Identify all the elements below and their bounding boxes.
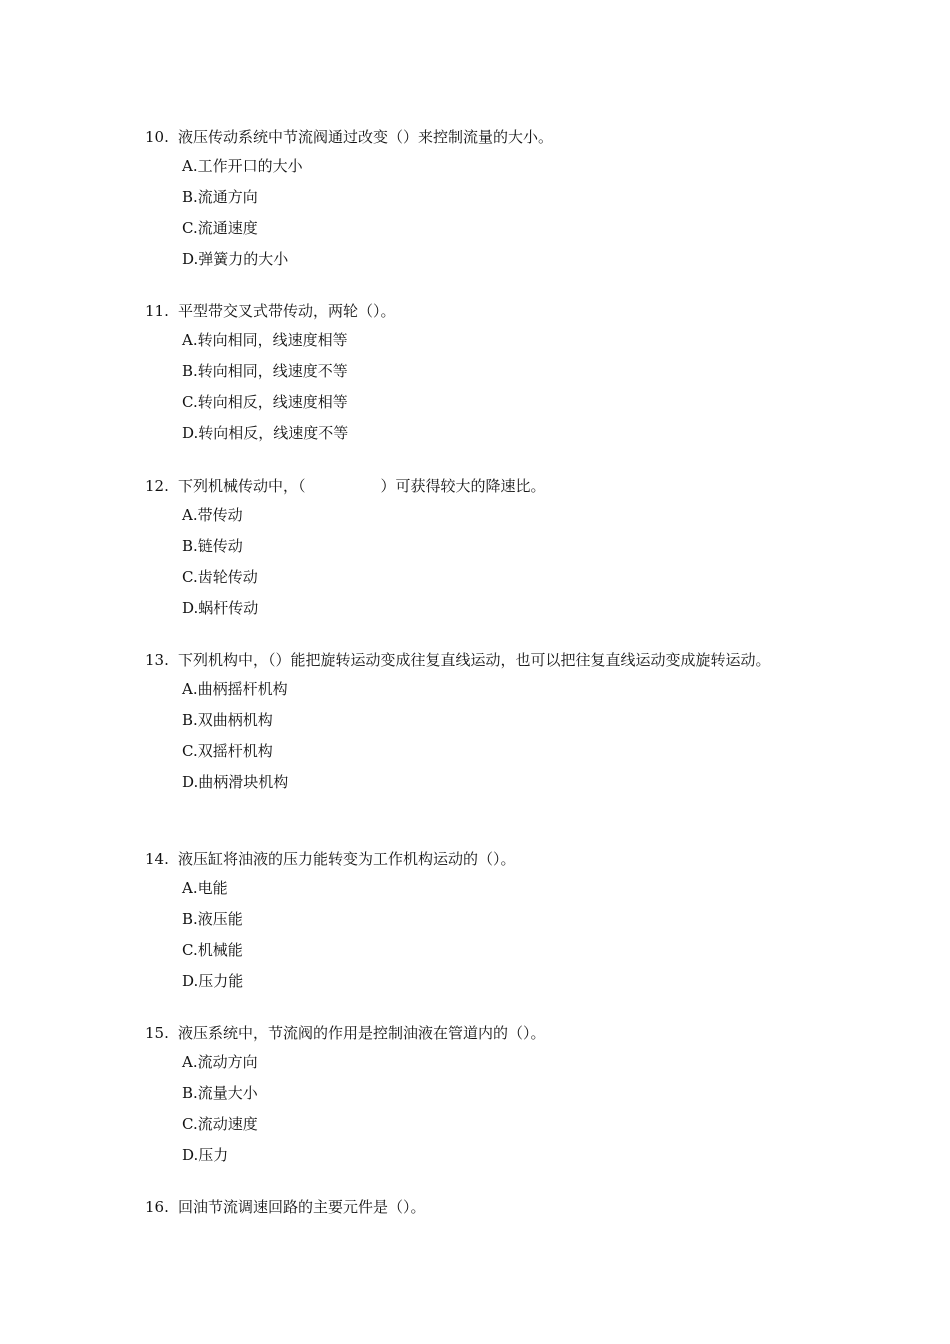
- question-number: 13.: [145, 651, 169, 669]
- question-14: [145, 846, 825, 1001]
- question-number: 14.: [145, 850, 169, 868]
- question-16: [145, 1194, 825, 1220]
- option-d: D.弹簧力的大小: [182, 250, 289, 268]
- option-a: A.曲柄摇杆机构: [182, 680, 288, 698]
- option-d: D.压力能: [182, 972, 244, 990]
- option-a: A.工作开口的大小: [182, 157, 303, 175]
- option-a: A.电能: [182, 879, 228, 897]
- question-stem: 回油节流调速回路的主要元件是（）。: [178, 1198, 426, 1216]
- option-a: A.带传动: [182, 506, 243, 524]
- question-number: 11.: [145, 302, 169, 320]
- option-d: D.蜗杆传动: [182, 599, 259, 617]
- question-stem: 下列机构中，（）能把旋转运动变成往复直线运动，也可以把往复直线运动变成旋转运动。: [178, 651, 771, 669]
- option-b: B.转向相同，线速度不等: [182, 362, 348, 380]
- question-number: 15.: [145, 1024, 169, 1042]
- question-10: [145, 124, 825, 279]
- option-list: [145, 329, 825, 453]
- question-stem: 液压传动系统中节流阀通过改变（）来控制流量的大小。: [178, 128, 554, 146]
- question-stem: 液压缸将油液的压力能转变为工作机构运动的（）。: [178, 850, 516, 868]
- question-15: [145, 1020, 825, 1175]
- option-list: [145, 678, 825, 802]
- question-number: 12.: [145, 477, 169, 495]
- option-c: C.齿轮传动: [182, 568, 258, 586]
- option-b: B.液压能: [182, 910, 243, 928]
- question-stem: 平型带交叉式带传动，两轮（）。: [178, 302, 396, 320]
- question-12: [145, 473, 825, 628]
- option-list: [145, 504, 825, 628]
- question-11: [145, 298, 825, 453]
- option-c: C.流动速度: [182, 1115, 258, 1133]
- option-list: [145, 1051, 825, 1175]
- option-d: D.压力: [182, 1146, 229, 1164]
- question-13: [145, 647, 825, 802]
- option-c: C.转向相反，线速度相等: [182, 393, 348, 411]
- question-number: 10.: [145, 128, 169, 146]
- option-list: [145, 155, 825, 279]
- question-stem: 液压系统中，节流阀的作用是控制油液在管道内的（）。: [178, 1024, 546, 1042]
- option-c: C.双摇杆机构: [182, 742, 273, 760]
- option-b: B.流通方向: [182, 188, 258, 206]
- option-d: D.转向相反，线速度不等: [182, 424, 349, 442]
- option-b: B.链传动: [182, 537, 243, 555]
- option-a: A.转向相同，线速度相等: [182, 331, 348, 349]
- option-c: C.机械能: [182, 941, 243, 959]
- question-stem: 下列机械传动中，（ ）可获得较大的降速比。: [178, 477, 546, 495]
- option-a: A.流动方向: [182, 1053, 258, 1071]
- option-d: D.曲柄滑块机构: [182, 773, 289, 791]
- option-c: C.流通速度: [182, 219, 258, 237]
- option-b: B.流量大小: [182, 1084, 258, 1102]
- option-b: B.双曲柄机构: [182, 711, 273, 729]
- option-list: [145, 877, 825, 1001]
- question-number: 16.: [145, 1198, 169, 1216]
